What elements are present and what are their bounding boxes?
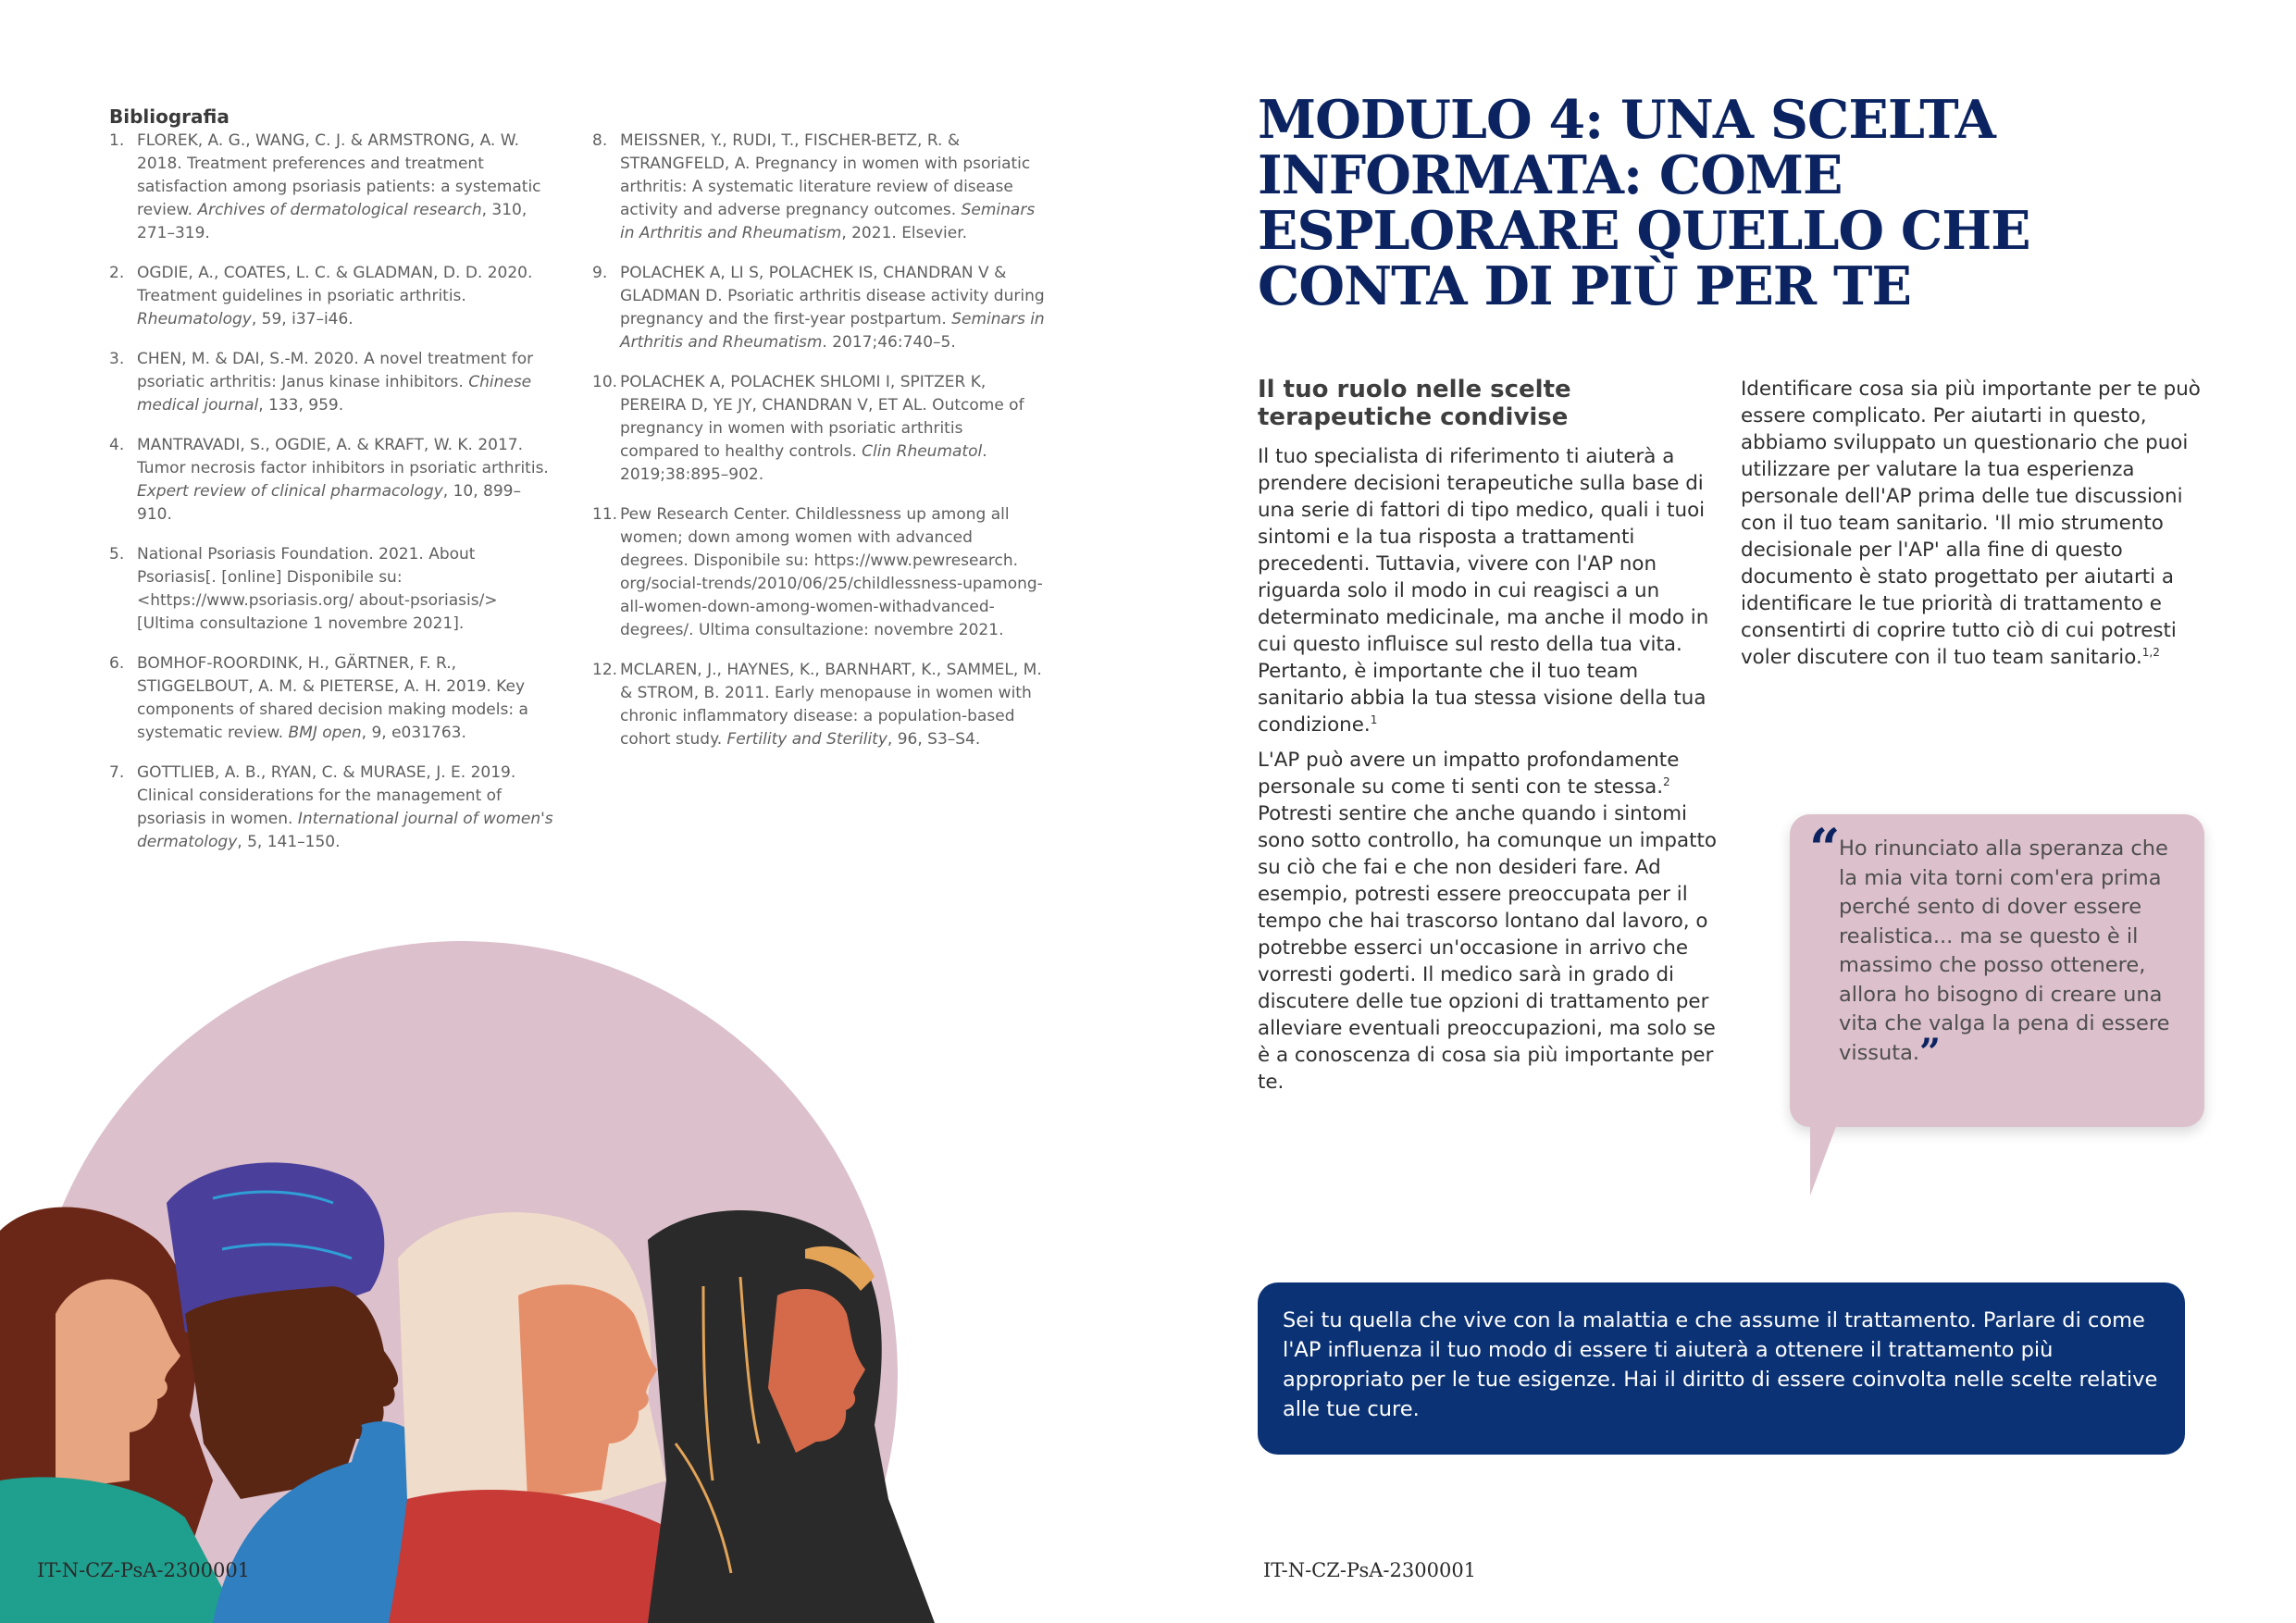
reference-number: 8. <box>592 131 608 150</box>
close-quote-icon: ” <box>1919 1030 1942 1074</box>
reference-item: 10. POLACHEK A, POLACHEK SHLOMI I, SPITZER K, PEREIRA D, YE JY, CHANDRAN V, ET AL. Outcome of pregnancy in women with psoriatic arthritis compared to healthy controls. Clin Rheumatol. 2019;38:895–902. <box>592 373 1024 484</box>
reference-item: 1. FLOREK, A. G., WANG, C. J. & ARMSTRONG, A. W. 2018. Treatment preferences and treatment satisfaction among psoriasis patients: a systematic review. Archives of dermatological research, 310, 271–319. <box>109 131 541 242</box>
reference-number: 2. <box>109 264 125 282</box>
bibliography-list-col2 <box>592 130 1046 768</box>
reference-item: 5. National Psoriasis Foundation. 2021. About Psoriasis[. [online] Disponibile su: <https://www.psoriasis.org/ about-psoriasis/> [Ultima consultazione 1 novembre 2021]. <box>109 545 498 633</box>
reference-number: 1. <box>109 131 125 150</box>
paragraph-3: Identificare cosa sia più importante per te può essere complicato. Per aiutarti in questo, abbiamo sviluppato un questionario che puoi utilizzare per valutare la tua esperienza personale dell'AP prima delle tue discussioni con il tuo team sanitario. 'Il mio strumento decisionale per l'AP' alla fine di questo documento è stato progettato per aiutarti a identificare le tue priorità di trattamento e consentirti di coprire tutto ciò di cui potresti voler discutere con il tuo team sanitario.$^{1,2}$ <box>1741 378 2201 669</box>
footer-code-right: IT-N-CZ-PsA-2300001 <box>1263 1559 1477 1581</box>
reference-item: 4. MANTRAVADI, S., OGDIE, A. & KRAFT, W. K. 2017. Tumor necrosis factor inhibitors in psoriatic arthritis. Expert review of clinical pharmacology, 10, 899–910. <box>109 436 549 524</box>
bibliography-title: Bibliografia <box>109 105 230 128</box>
reference-item: 3. CHEN, M. & DAI, S.-M. 2020. A novel treatment for psoriatic arthritis: Janus kinase inhibitors. Chinese medical journal, 133, 959. <box>109 350 534 415</box>
quote-bubble-tail <box>1810 1121 1838 1196</box>
reference-number: 12. <box>592 661 618 679</box>
bibliography-list-col1 <box>109 130 553 871</box>
reference-item: 9. POLACHEK A, LI S, POLACHEK IS, CHANDRAN V & GLADMAN D. Psoriatic arthritis disease activity during pregnancy and the first-year postpartum. Seminars in Arthritis and Rheumatism. 2017;46:740–5. <box>592 264 1045 352</box>
paragraph-1: Il tuo specialista di riferimento ti aiuterà a prendere decisioni terapeutiche sulla base di una serie di fattori di tipo medico, quali i tuoi sintomi e la tua risposta a trattamenti precedenti. Tuttavia, vivere con l'AP non riguarda solo il modo in cui reagisci a un determinato medicinale, ma anche il modo in cui questo influisce sul resto della tua vita. Pertanto, è importante che il tuo team sanitario abbia la tua stessa visione della tua condizione.$^1$ <box>1258 445 1709 737</box>
reference-number: 5. <box>109 545 125 564</box>
reference-item: 2. OGDIE, A., COATES, L. C. & GLADMAN, D. D. 2020. Treatment guidelines in psoriatic arthritis. Rheumatology, 59, i37–i46. <box>109 264 533 328</box>
reference-number: 9. <box>592 264 608 282</box>
page-title: MODULO 4: UNA SCELTA INFORMATA: COME ESPLORARE QUELLO CHE CONTA DI PIÙ PER TE <box>1258 89 2030 317</box>
callout-text: Sei tu quella che vive con la malattia e che assume il trattamento. Parlare di come l'AP influenza il tuo modo di essere ti aiuterà a ottenere il trattamento più appropriato per le tue esigenze. Hai il diritto di essere coinvolta nelle scelte relative alle tue cure. <box>1283 1308 2158 1421</box>
reference-item: 11. Pew Research Center. Childlessness up among all women; down among women with advanced degrees. Disponibile su: https://www.pewresearch. org/social-trends/2010/06/25/childlessness-upamong-all-women-down-among-women-withadvanced-degrees/. Ultima consultazione: novembre 2021. <box>592 505 1043 639</box>
paragraph-2: L'AP può avere un impatto profondamente personale su come ti senti con te stessa.$^2$ Potresti sentire che anche quando i sintomi sono sotto controllo, ha comunque un impatto su ciò che fai e che non desideri fare. Ad esempio, potresti essere preoccupata per il tempo che hai trascorso lontano dal lavoro, o potrebbe esserci un'occasione in arrivo che vorresti goderti. Il medico sarà in grado di discutere delle tue opzioni di trattamento per alleviare eventuali preoccupazioni, ma solo se è a conoscenza di cosa sia più importante per te. <box>1258 749 1717 1094</box>
reference-item: 8. MEISSNER, Y., RUDI, T., FISCHER-BETZ, R. & STRANGFELD, A. Pregnancy in women with psoriatic arthritis: A systematic literature review of disease activity and adverse pregnancy outcomes. Seminars in Arthritis and Rheumatism, 2021. Elsevier. <box>592 131 1036 242</box>
reference-number: 10. <box>592 373 618 391</box>
footer-code-left: IT-N-CZ-PsA-2300001 <box>37 1559 251 1581</box>
section-heading: Il tuo ruolo nelle scelte terapeutiche condivise <box>1258 376 1571 431</box>
reference-item: 12. MCLAREN, J., HAYNES, K., BARNHART, K., SAMMEL, M. & STROM, B. 2011. Early menopause in women with chronic inflammatory disease: a population-based cohort study. Fertility and Sterility, 96, S3–S4. <box>592 661 1042 749</box>
patient-quote: Ho rinunciato alla speranza che la mia vita torni com'era prima perché sento di dover essere realistica... ma se questo è il massimo che posso ottenere, allora ho bisogno di creare una vita che valga la pena di essere vissuta.” <box>1839 836 2170 1074</box>
reference-number: 6. <box>109 654 125 673</box>
open-quote-icon: “ <box>1809 817 1841 880</box>
reference-number: 7. <box>109 763 125 782</box>
right-page <box>1148 0 2296 1623</box>
reference-number: 4. <box>109 436 125 454</box>
reference-number: 3. <box>109 350 125 368</box>
reference-number: 11. <box>592 505 618 524</box>
reference-item: 6. BOMHOF-ROORDINK, H., GÄRTNER, F. R., STIGGELBOUT, A. M. & PIETERSE, A. H. 2019. Key components of shared decision making models: a systematic review. BMJ open, 9, e031763. <box>109 654 528 742</box>
reference-item: 7. GOTTLIEB, A. B., RYAN, C. & MURASE, J. E. 2019. Clinical considerations for the management of psoriasis in women. International journal of women's dermatology, 5, 141–150. <box>109 763 553 851</box>
